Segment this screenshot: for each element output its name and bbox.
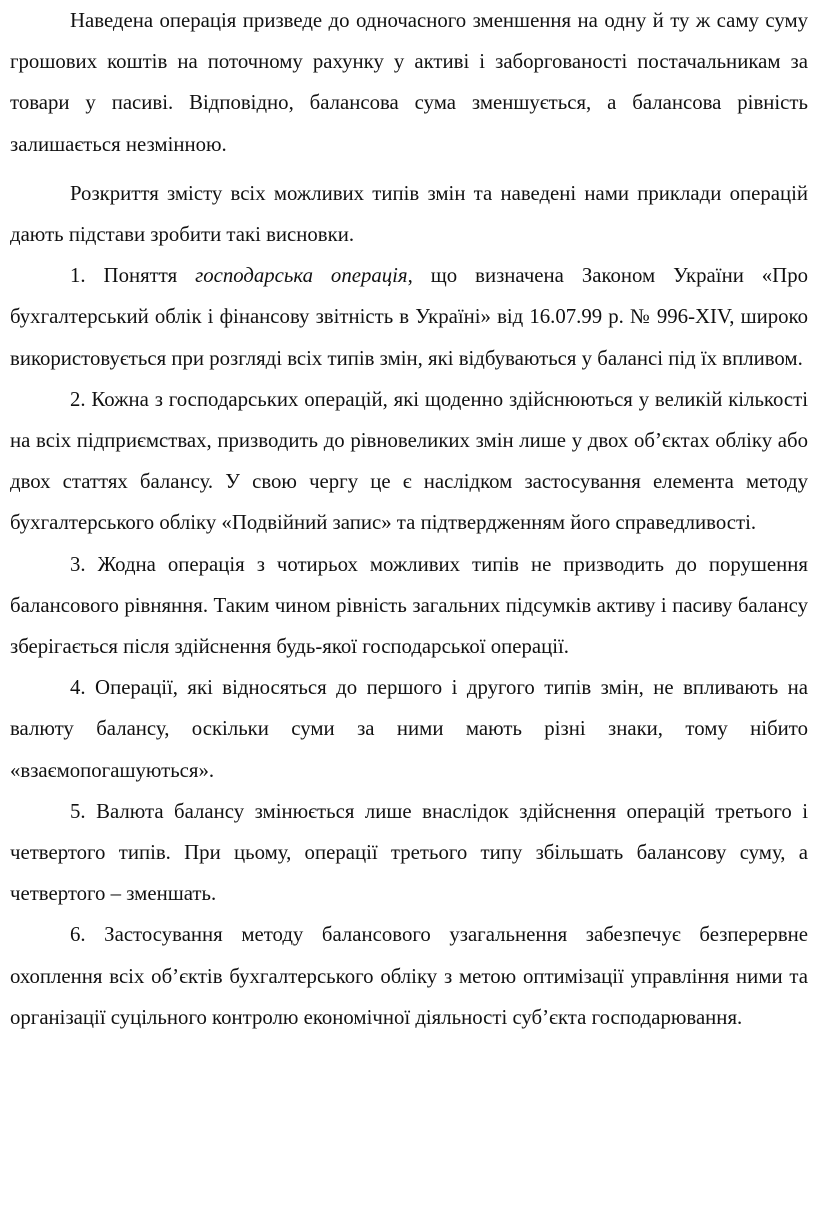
paragraph-conclusion-6: 6. Застосування методу балансового узагальнення забезпечує безперервне охоплення всіх об’єктів бухгалтерського обліку з метою оптимізації управління ними та організації суцільного контролю економічної діяльності суб’єкта господарювання. xyxy=(10,923,808,1029)
paragraph-conclusion-3: 3. Жодна операція з чотирьох можливих типів не призводить до порушення балансового рівняння. Таким чином рівність загальних підсумків активу і пасиву балансу зберігається після здійснення будь-якої господарської операції. xyxy=(10,552,808,659)
term-business-operation: господарська операція xyxy=(195,264,408,288)
paragraph-balance-decrease: Наведена операція призведе до одночасного зменшення на одну й ту ж саму суму грошових коштів на поточному рахунку у активі і заборгованості постачальникам за товари у пасиві. Відповідно, балансова сума зменшується, а балансова рівність залишається незмінною. xyxy=(10,9,808,156)
paragraph-conclusion-2: 2. Кожна з господарських операцій, які щоденно здійснюються у великій кількості на всіх підприємствах, призводить до рівновеликих змін лише у двох об’єктах обліку або двох статтях балансу. У свою чергу це є наслідком застосування елемента методу бухгалтерського обліку «Подвійний запис» та підтвердженням його справедливості. xyxy=(10,387,808,535)
paragraph-conclusion-1-end: , що визначена Законом України «Про бухгалтерський облік і фінансову звітність в Україні» від 16.07.99 р. № 996-XIV, широко використовується при розгляді всіх типів змін, які відбуваються у балансі під їх впливом. xyxy=(10,264,808,370)
paragraph-conclusions-intro: Розкриття змісту всіх можливих типів змін та наведені нами приклади операцій дають підстави зробити такі висновки. xyxy=(10,181,808,247)
paragraph-conclusion-5: 5. Валюта балансу змінюється лише внаслідок здійснення операцій третього і четвертого типів. При цьому, операції третього типу збільшать балансову суму, а четвертого – зменшать. xyxy=(10,799,808,906)
paragraph-conclusion-4: 4. Операції, які відносяться до першого і другого типів змін, не впливають на валюту балансу, оскільки суми за ними мають різні знаки, тому нібито «взаємопогашуються». xyxy=(10,676,808,782)
paragraph-conclusion-1-start: 1. Поняття xyxy=(70,264,196,288)
paragraph-conclusion-1 xyxy=(10,255,808,379)
document-page xyxy=(10,0,808,1038)
